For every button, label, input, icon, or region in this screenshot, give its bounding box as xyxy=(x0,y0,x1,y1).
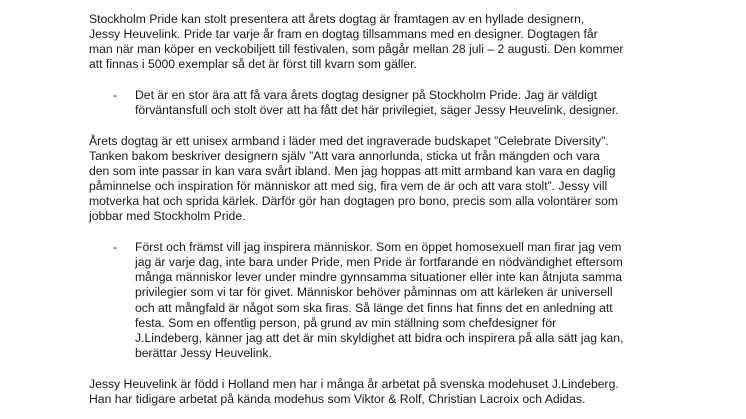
text-line: Jessy Heuvelink. Pride tar varje år fram en dogtag tillsammans med en designer. Dogtagen får xyxy=(89,27,598,42)
inspiration-quote-bullet xyxy=(89,240,729,361)
text-line: påminnelse och inspiration för människor att med sig, fira vem de är och att vara stolt”. Jessy vill xyxy=(89,178,608,193)
text-line: många människor lever under mindre gynnsamma situationer eller inte kan åtnjuta samma xyxy=(135,270,623,285)
text-line: att finnas i 5000 exemplar så det är först till kvarn som gäller. xyxy=(89,57,417,72)
text-line: Det är en stor ära att få vara årets dogtag designer på Stockholm Pride. Jag är väldigt xyxy=(135,88,598,103)
biography-paragraph xyxy=(89,377,729,407)
intro-paragraph xyxy=(89,12,729,72)
text-line: Årets dogtag är ett unisex armband i läder med det ingraverade budskapet ”Celebrate Diversity”. xyxy=(89,133,609,148)
text-line: Jessy Heuvelink är född i Holland men har i många år arbetat på svenska modehuset J.Lindeberg. xyxy=(89,376,619,391)
text-line: jobbar med Stockholm Pride. xyxy=(89,209,246,224)
text-line: förväntansfull och stolt över att ha fått det här privilegiet, säger Jessy Heuvelink, designer. xyxy=(135,103,619,118)
text-line: Han har tidigare arbetat på kända modehus som Viktor & Rolf, Christian Lacroix och Adidas. xyxy=(89,391,586,406)
text-line: privilegier som vi tar för givet. Människor behöver påminnas om att kärleken är universell xyxy=(135,285,613,300)
text-line: motverka hat och sprida kärlek. Därför gör han dogtagen pro bono, precis som alla volontärer som xyxy=(89,193,619,208)
designer-quote-bullet xyxy=(89,88,729,118)
text-line: jag är varje dag, inte bara under Pride, men Pride är fortfarande en nödvändighet eftersom xyxy=(135,255,623,270)
text-line: man när man köper en veckobiljett till festivalen, som pågår mellan 28 juli – 2 augusti. Den kommer xyxy=(89,42,624,57)
document-body xyxy=(89,12,729,407)
bullet-dash: - xyxy=(113,88,118,103)
dogtag-paragraph xyxy=(89,134,729,225)
text-line: festa. Som en offentlig person, på grund av min ställning som chefdesigner för xyxy=(135,315,557,330)
text-line: berättar Jessy Heuvelink. xyxy=(135,345,272,360)
text-line: J.Lindeberg, känner jag att det är min skyldighet att bidra och inspirera på alla sätt jag kan, xyxy=(135,330,624,345)
text-line: Stockholm Pride kan stolt presentera att årets dogtag är framtagen av en hyllade designern, xyxy=(89,12,585,26)
text-line: den som inte passar in kan vara svårt ibland. Men jag hoppas att mitt armband kan vara en daglig xyxy=(89,163,616,178)
text-line: och att mångfald är något som ska firas. Så länge det finns hat finns det en anledning att xyxy=(135,300,613,315)
bullet-dash: - xyxy=(113,240,118,255)
text-line: Först och främst vill jag inspirera människor. Som en öppet homosexuell man firar jag vem xyxy=(135,240,622,255)
text-line: Tanken bakom beskriver designern själv ”Att vara annorlunda, sticka ut från mängden och vara xyxy=(89,148,600,163)
